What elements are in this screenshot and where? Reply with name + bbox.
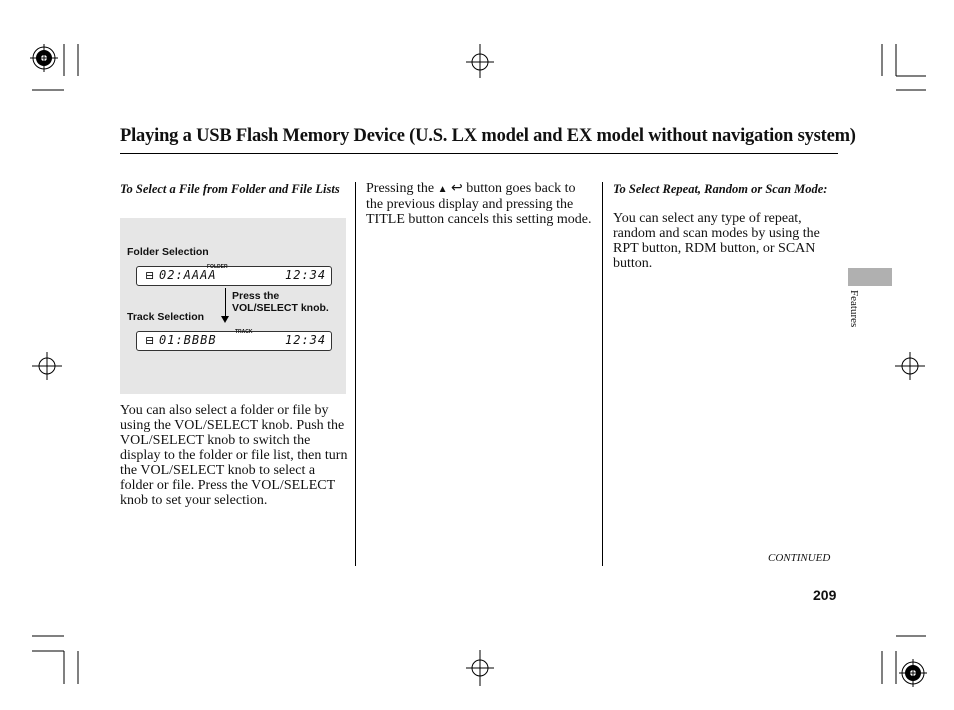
subheading-repeat-random-scan: To Select Repeat, Random or Scan Mode: <box>613 182 828 196</box>
track-display-time: 12:34 <box>285 333 327 347</box>
page-title: Playing a USB Flash Memory Device (U.S. LX model and EX model without navigation system) <box>120 126 856 146</box>
arrow-down-icon <box>221 316 229 323</box>
track-tag: TRACK <box>235 329 253 335</box>
paragraph-start: Pressing the <box>366 181 435 196</box>
column-divider <box>602 182 603 566</box>
press-label-line2: VOL/SELECT knob. <box>232 302 329 314</box>
section-tab-label: Features <box>848 290 860 328</box>
folder-file-paragraph: You can also select a folder or file by using the VOL/SELECT knob. Push the VOL/SELECT knob to switch the display to the folder or file list, then turn the VOL/SELECT knob to select a folder or file. Press the VOL/SELECT knob to set your selection. <box>120 403 348 508</box>
title-rule <box>120 153 838 154</box>
usb-icon: ⊟ <box>145 334 155 347</box>
folder-display <box>136 266 332 286</box>
section-tab <box>848 268 892 286</box>
column-divider <box>355 182 356 566</box>
back-button-paragraph <box>366 181 592 227</box>
continued-label: CONTINUED <box>768 552 831 564</box>
display-figure <box>120 218 346 394</box>
usb-icon: ⊟ <box>145 269 155 282</box>
folder-selection-label: Folder Selection <box>127 246 209 258</box>
up-triangle-icon: ▲ <box>437 184 448 195</box>
paragraph-end: button goes back to the previous display and pressing the TITLE button cancels this setting mode. <box>366 181 592 227</box>
repeat-random-scan-paragraph: You can select any type of repeat, random and scan modes by using the RPT button, RDM button, or SCAN button. <box>613 211 820 271</box>
track-selection-label: Track Selection <box>127 311 205 323</box>
subheading-folder-file: To Select a File from Folder and File Lists <box>120 182 340 196</box>
folder-display-text: 02:AAAA <box>159 268 217 282</box>
track-display <box>136 331 332 351</box>
folder-tag: FOLDER <box>207 264 228 270</box>
arrow-line <box>225 288 226 318</box>
folder-display-time: 12:34 <box>285 268 327 282</box>
page-number: 209 <box>813 587 837 603</box>
track-display-text: 01:BBBB <box>159 333 217 347</box>
return-arrow-icon: ↩ <box>450 181 463 196</box>
press-label-line1: Press the <box>232 290 280 302</box>
